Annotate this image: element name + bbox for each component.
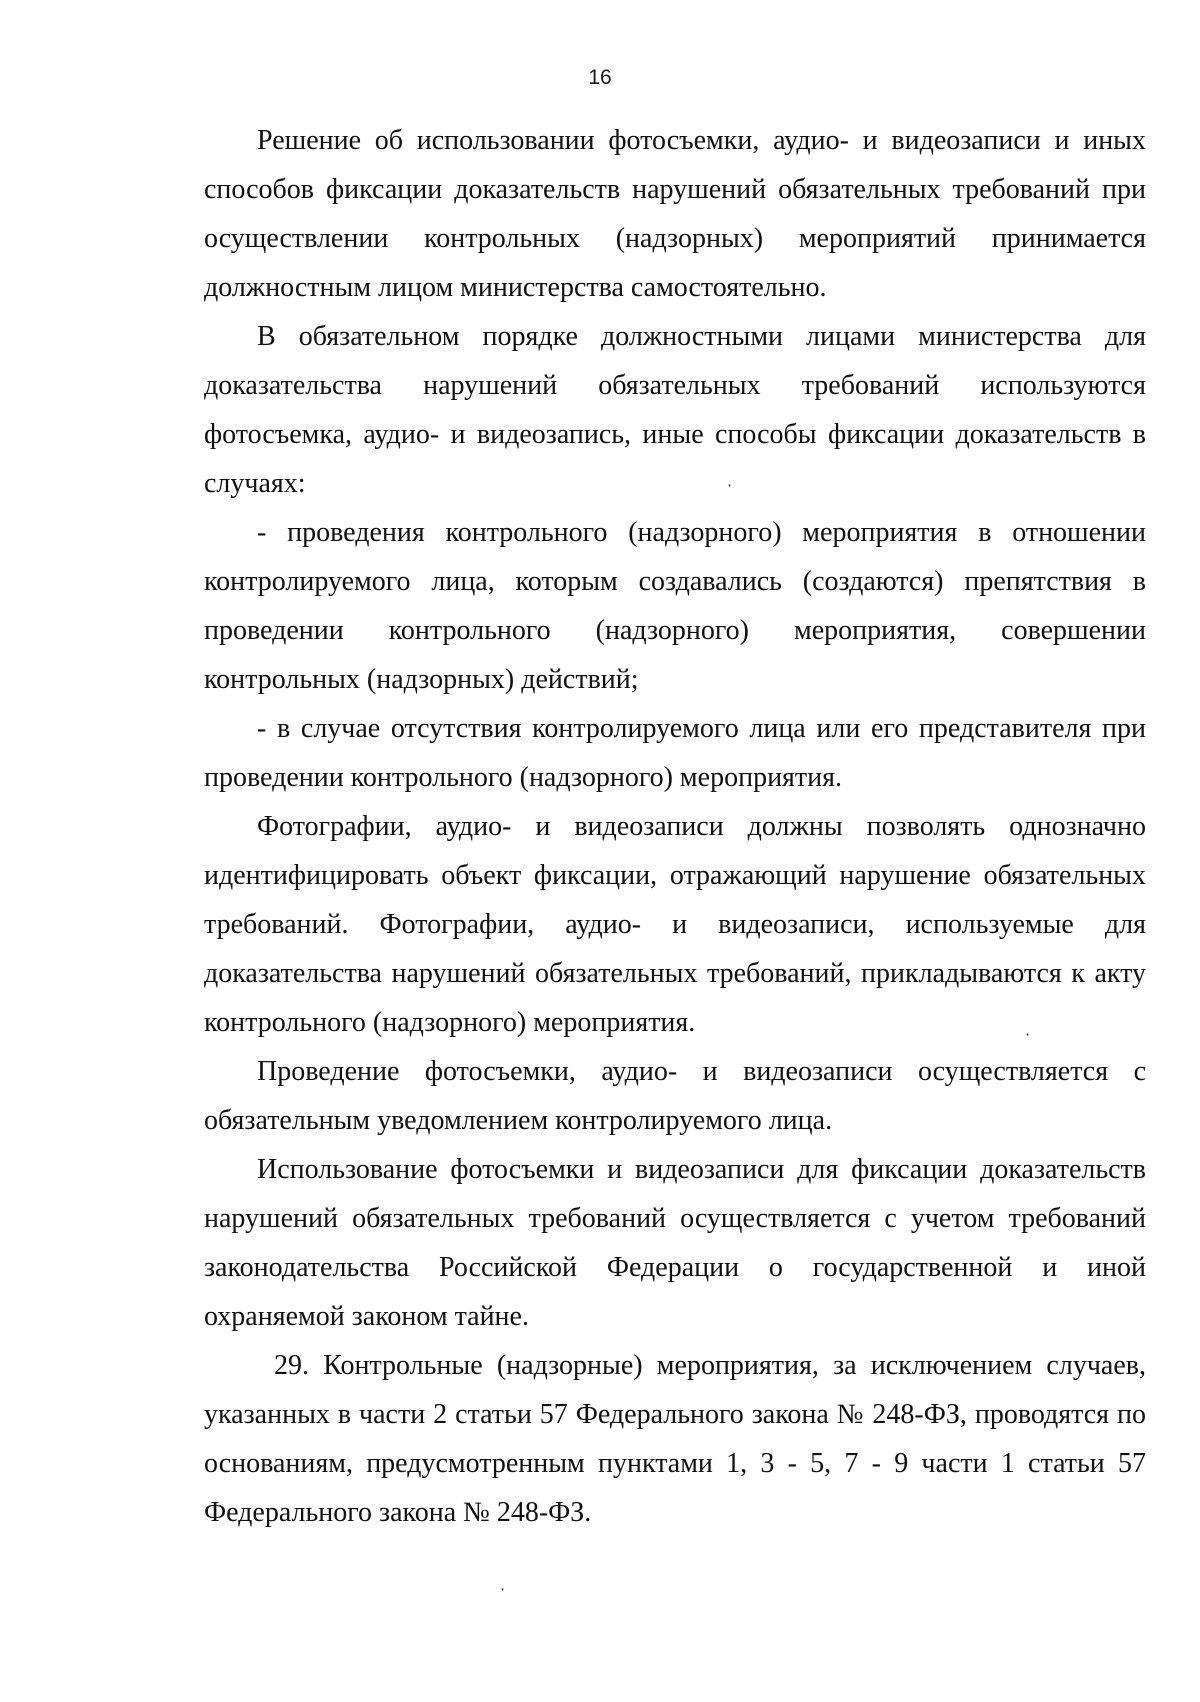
paragraph-secrecy: Использование фотосъемки и видеозаписи для фиксации доказательств нарушений обязательных требований осуществляется с учетом требований законодательства Российской Федерации о государственной и иной охраняемой законом тайне.: [204, 1154, 1146, 1332]
paragraph-item-29: 29. Контрольные (надзорные) мероприятия, за исключением случаев, указанных в части 2 статьи 57 Федерального закона № 248-ФЗ, проводятся по основаниям, предусмотренным пунктами 1, 3 - 5, 7 - 9 части 1 статьи 57 Федерального закона № 248-ФЗ.: [204, 1350, 1146, 1528]
scan-speck: ·: [727, 476, 733, 495]
document-body: [204, 116, 1146, 1537]
paragraph-photo-requirements: Фотографии, аудио- и видеозаписи должны позволять однозначно идентифицировать объект фиксации, отражающий нарушение обязательных требований. Фотографии, аудио- и видеозаписи, используемые для доказательства нарушений обязательных требований, прикладываются к акту контрольного (надзорного) мероприятия.: [204, 811, 1146, 1038]
page-number: 16: [588, 66, 612, 89]
scan-speck: ·: [500, 1580, 506, 1599]
scan-speck: ·: [1025, 1025, 1031, 1044]
paragraph-mandatory-recording: В обязательном порядке должностными лицами министерства для доказательства нарушений обязательных требований используются фотосъемка, аудио- и видеозапись, иные способы фиксации доказательств в случаях:: [204, 321, 1146, 499]
paragraph-notification: Проведение фотосъемки, аудио- и видеозаписи осуществляется с обязательным уведомлением контролируемого лица.: [204, 1056, 1146, 1136]
list-item-absence: - в случае отсутствия контролируемого лица или его представителя при проведении контрольного (надзорного) мероприятия.: [204, 713, 1146, 793]
paragraph-decision-on-recording: Решение об использовании фотосъемки, аудио- и видеозаписи и иных способов фиксации доказательств нарушений обязательных требований при осуществлении контрольных (надзорных) мероприятий принимается должностным лицом министерства самостоятельно.: [204, 125, 1146, 303]
list-item-obstruction: - проведения контрольного (надзорного) мероприятия в отношении контролируемого лица, которым создавались (создаются) препятствия в проведении контрольного (надзорного) мероприятия, совершении контрольных (надзорных) действий;: [204, 517, 1146, 695]
